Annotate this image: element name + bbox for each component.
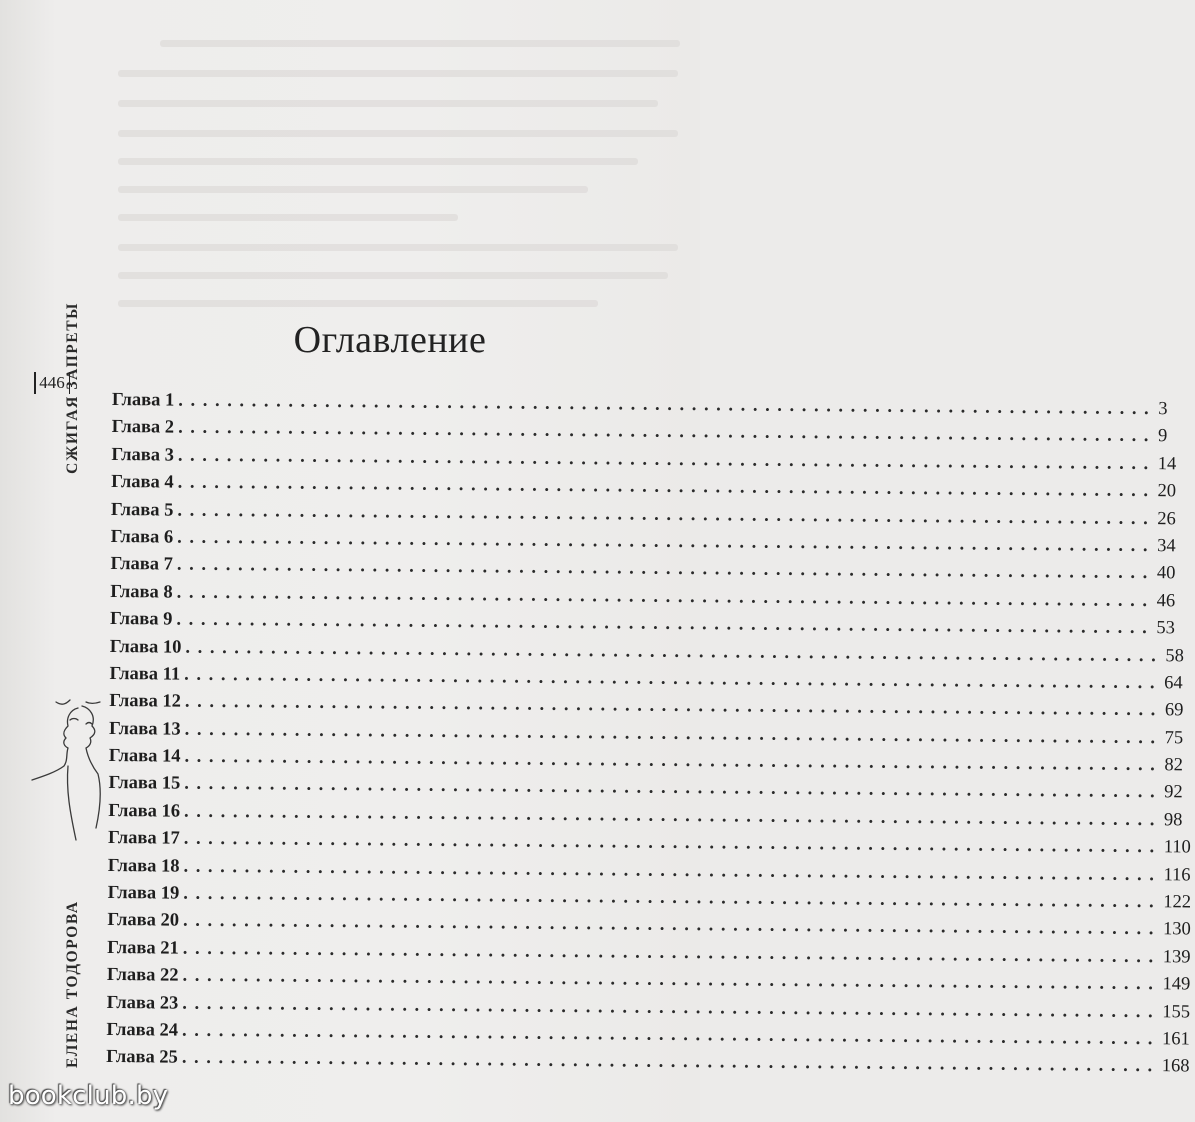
- toc-chapter-label: Глава 1: [111, 390, 175, 411]
- toc-page-number: 20: [1157, 481, 1177, 502]
- toc-leader-dots: ................................................................................: [184, 774, 1163, 803]
- toc-entry: [106, 1047, 1190, 1079]
- author-name: ЕЛЕНА ТОДОРОВА: [64, 900, 81, 1068]
- toc-leader-dots: ................................................................................: [184, 746, 1163, 776]
- toc-chapter-label: Глава 17: [108, 828, 180, 849]
- toc-chapter-label: Глава 18: [107, 855, 180, 877]
- toc-chapter-label: Глава 9: [109, 609, 173, 630]
- toc-leader-dots: ................................................................................: [182, 911, 1162, 940]
- toc-leader-dots: ................................................................................: [182, 1020, 1161, 1050]
- toc-leader-dots: ................................................................................: [176, 609, 1155, 639]
- toc-leader-dots: ................................................................................: [183, 856, 1162, 885]
- toc-leader-dots: ................................................................................: [176, 582, 1155, 611]
- toc-page-number: 92: [1164, 782, 1183, 803]
- page-title: Оглавление: [293, 319, 487, 361]
- toc-page-number: 155: [1162, 1001, 1191, 1023]
- toc-chapter-label: Глава 24: [106, 1019, 179, 1041]
- kissing-couple-line-art-icon: [26, 700, 106, 845]
- toc-leader-dots: ................................................................................: [177, 527, 1156, 557]
- toc-chapter-label: Глава 16: [108, 800, 181, 822]
- toc-page-number: 53: [1156, 618, 1175, 639]
- toc-page-number: 82: [1164, 755, 1184, 776]
- toc-page-number: 26: [1157, 508, 1176, 529]
- toc-leader-dots: ................................................................................: [182, 965, 1161, 995]
- toc-leader-dots: ................................................................................: [184, 719, 1163, 748]
- page-number-text: 446: [39, 373, 65, 392]
- toc-leader-dots: ................................................................................: [184, 691, 1164, 721]
- toc-chapter-label: Глава 14: [108, 746, 181, 767]
- toc-chapter-label: Глава 3: [111, 444, 174, 466]
- toc-leader-dots: ................................................................................: [183, 801, 1163, 831]
- toc-chapter-label: Глава 13: [108, 718, 181, 740]
- toc-page-number: 116: [1163, 864, 1191, 886]
- toc-page-number: 168: [1161, 1056, 1190, 1077]
- toc-page-number: 3: [1158, 399, 1168, 420]
- toc-page-number: 14: [1157, 453, 1177, 475]
- toc-leader-dots: ................................................................................: [184, 664, 1163, 694]
- toc-page-number: 34: [1157, 536, 1176, 557]
- toc-chapter-label: Глава 7: [110, 554, 174, 575]
- toc-leader-dots: ................................................................................: [182, 993, 1161, 1022]
- toc-page-number: 110: [1163, 837, 1191, 858]
- toc-page-number: 58: [1165, 645, 1184, 666]
- toc-leader-dots: ................................................................................: [177, 500, 1156, 529]
- toc-chapter-label: Глава 19: [107, 883, 180, 904]
- toc-page-number: 130: [1162, 919, 1191, 940]
- toc-leader-dots: ................................................................................: [185, 637, 1164, 666]
- toc-page-number: 69: [1164, 700, 1184, 721]
- toc-leader-dots: ................................................................................: [182, 938, 1161, 967]
- toc-page-number: 64: [1164, 673, 1183, 694]
- toc-leader-dots: ................................................................................: [177, 472, 1156, 502]
- toc-chapter-label: Глава 5: [110, 499, 174, 521]
- toc-page-number: 46: [1156, 590, 1176, 612]
- table-of-contents: [106, 390, 1192, 1080]
- toc-chapter-label: Глава 21: [107, 937, 179, 959]
- toc-leader-dots: ................................................................................: [183, 883, 1162, 913]
- toc-chapter-label: Глава 20: [107, 910, 180, 932]
- toc-page-number: 139: [1162, 947, 1191, 968]
- toc-page-number: 122: [1163, 892, 1192, 913]
- toc-chapter-label: Глава 12: [109, 691, 182, 712]
- toc-leader-dots: ................................................................................: [178, 417, 1157, 447]
- toc-leader-dots: ................................................................................: [181, 1048, 1160, 1077]
- toc-chapter-label: Глава 22: [106, 965, 179, 986]
- toc-page-number: 75: [1164, 727, 1184, 749]
- toc-leader-dots: ................................................................................: [178, 390, 1157, 420]
- toc-chapter-label: Глава 15: [108, 773, 181, 795]
- toc-leader-dots: ................................................................................: [177, 445, 1156, 474]
- toc-chapter-label: Глава 23: [106, 992, 179, 1014]
- toc-leader-dots: ................................................................................: [176, 554, 1155, 584]
- toc-page-number: 40: [1156, 563, 1176, 584]
- toc-chapter-label: Глава 25: [106, 1047, 178, 1068]
- watermark: bookclub.by: [8, 1081, 169, 1111]
- toc-chapter-label: Глава 8: [110, 581, 173, 603]
- toc-page-number: 149: [1162, 974, 1191, 995]
- toc-chapter-label: Глава 6: [110, 526, 174, 548]
- toc-page-number: 161: [1161, 1029, 1190, 1050]
- toc-chapter-label: Глава 2: [111, 417, 175, 438]
- toc-chapter-label: Глава 4: [111, 472, 174, 493]
- toc-page-number: 9: [1157, 426, 1168, 447]
- toc-chapter-label: Глава 10: [109, 636, 182, 658]
- book-title: СЖИГАЯ ЗАПРЕТЫ: [64, 302, 81, 474]
- toc-chapter-label: Глава 11: [109, 663, 181, 685]
- toc-leader-dots: ................................................................................: [183, 828, 1162, 858]
- toc-page-number: 98: [1163, 810, 1183, 831]
